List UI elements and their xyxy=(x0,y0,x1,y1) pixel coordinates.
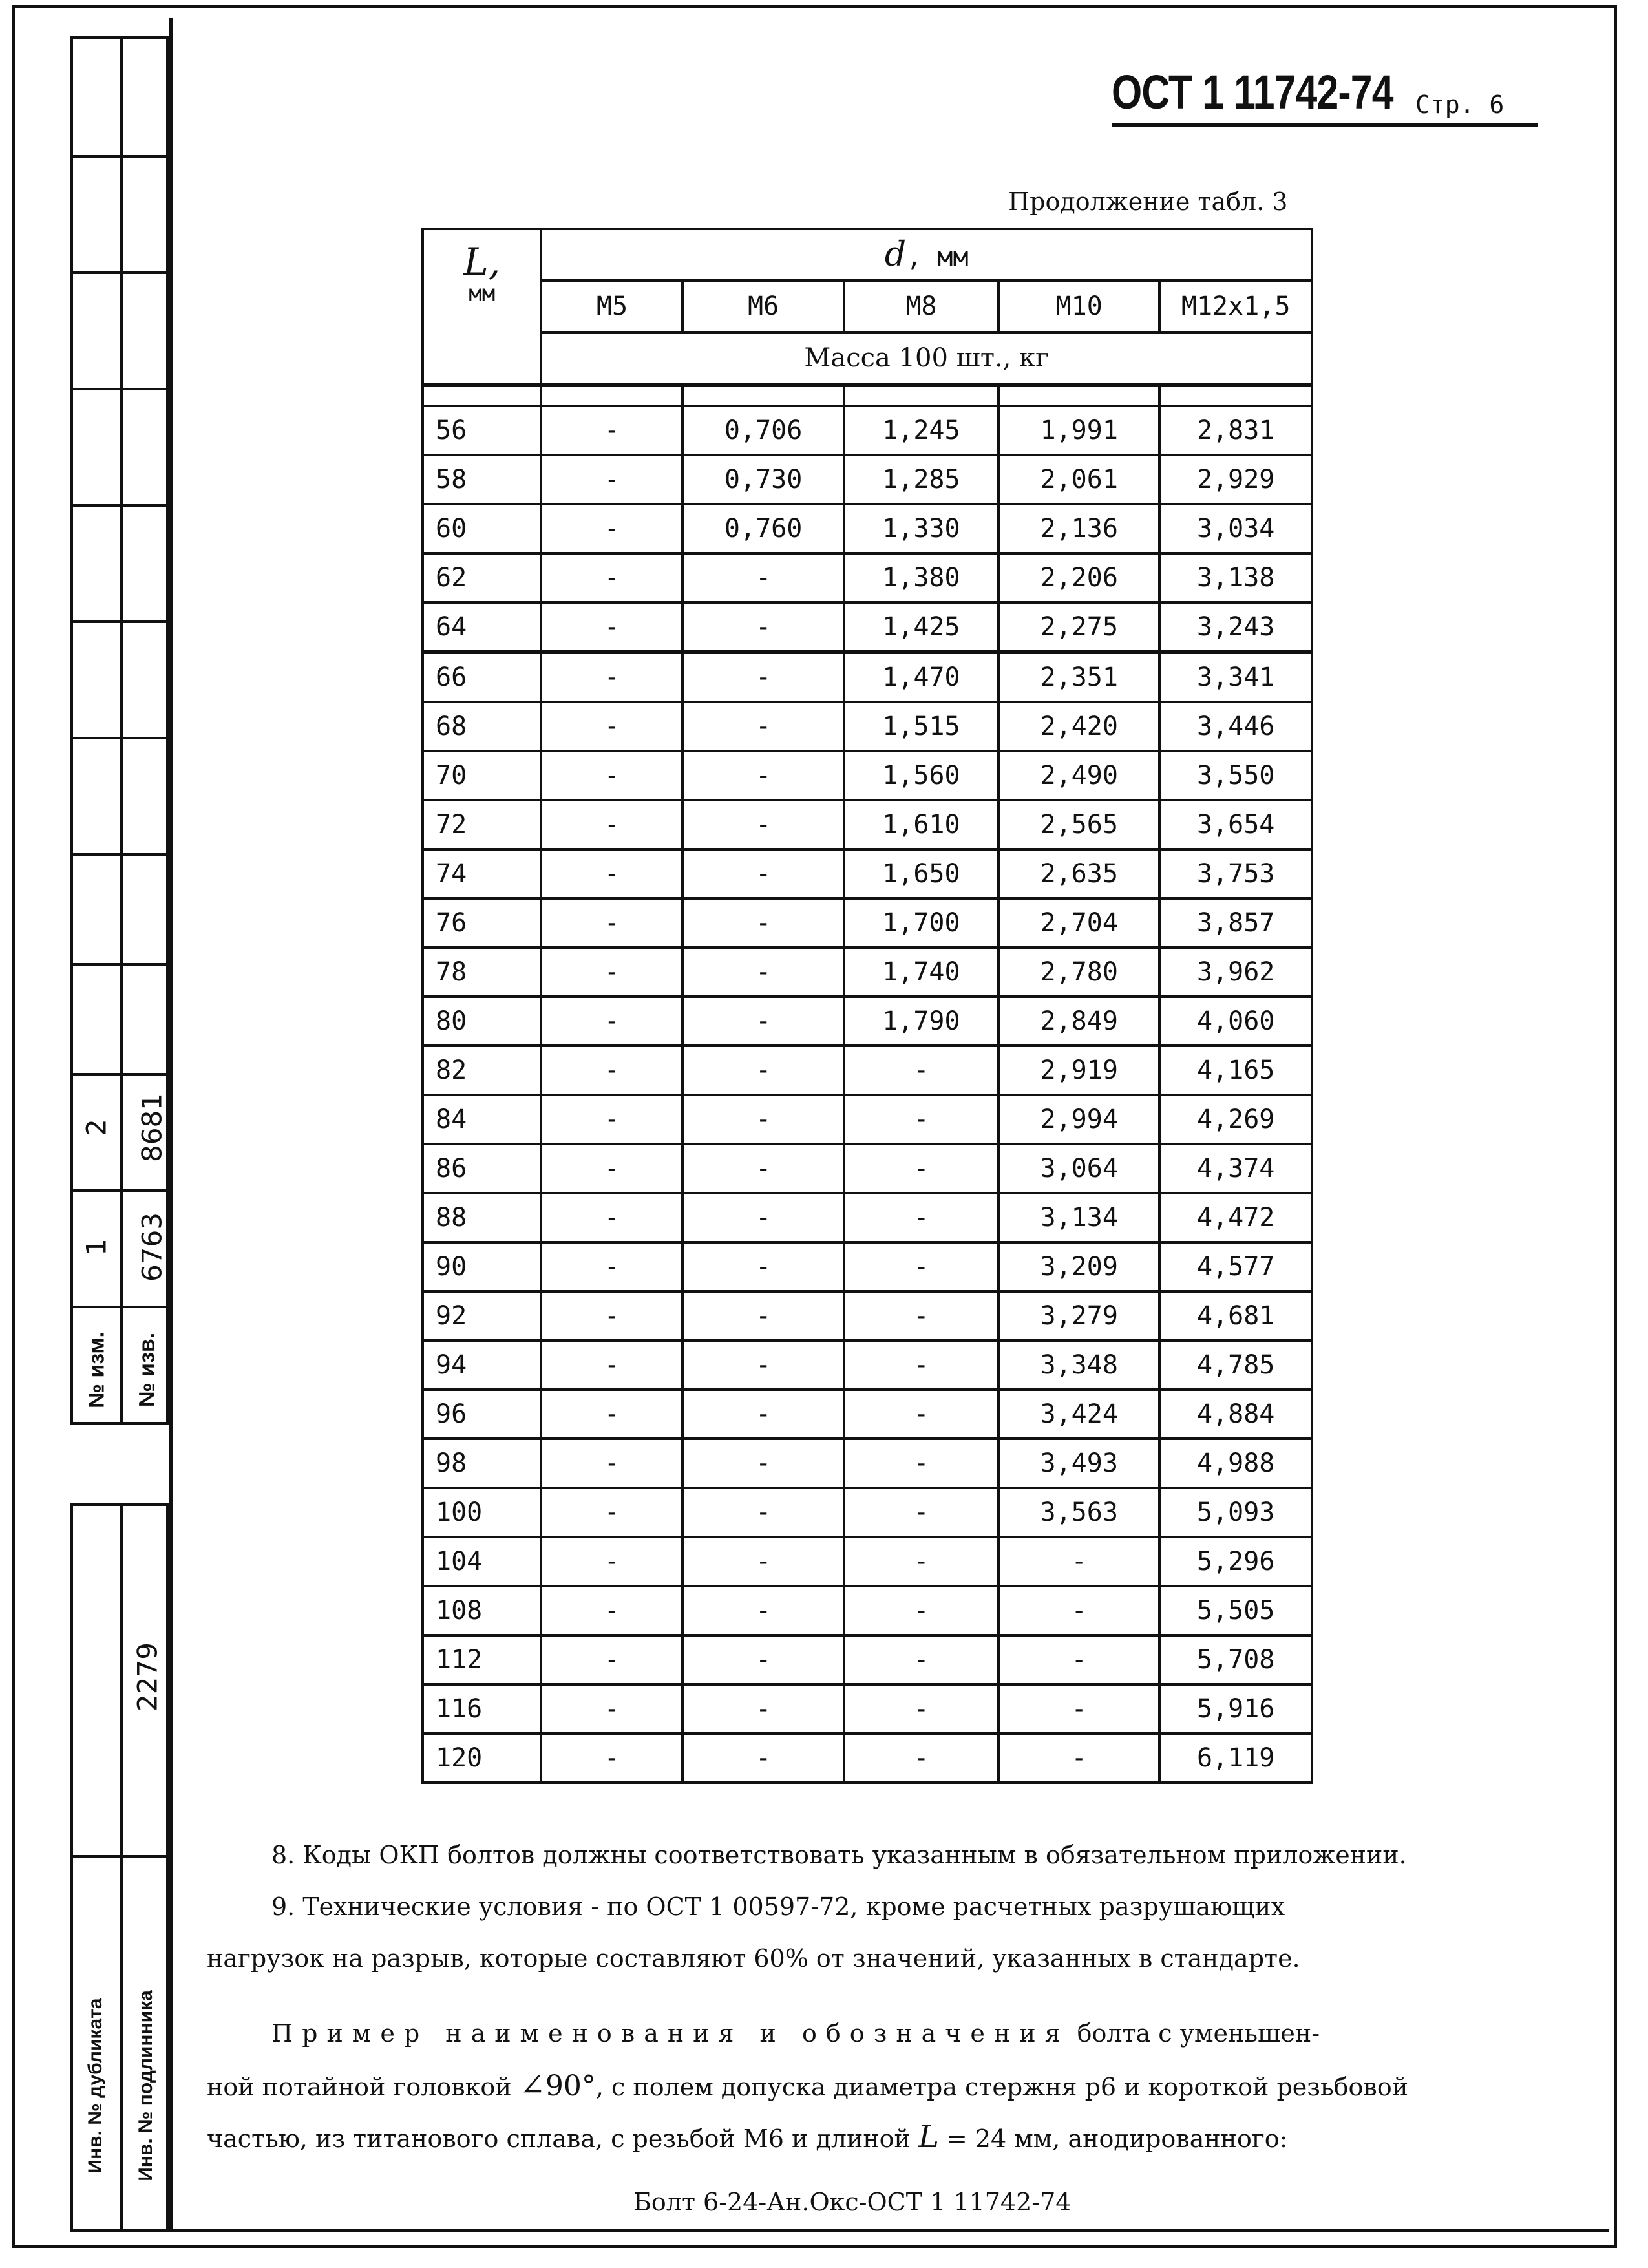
table-row xyxy=(423,800,1312,849)
mass-cell: 3,348 xyxy=(998,1341,1159,1390)
length-cell: 116 xyxy=(423,1684,541,1733)
length-cell: 92 xyxy=(423,1291,541,1341)
mass-cell: 5,093 xyxy=(1159,1488,1312,1537)
mass-label: Масса 100 шт., кг xyxy=(541,332,1312,385)
col-m12: M12x1,5 xyxy=(1159,281,1312,332)
length-cell: 64 xyxy=(423,602,541,652)
mass-cell: - xyxy=(844,1341,998,1390)
example-line2 xyxy=(207,2059,1558,2113)
length-cell: 60 xyxy=(423,504,541,553)
mass-cell: 5,505 xyxy=(1159,1586,1312,1635)
orig-inv-value: 2279 xyxy=(131,1642,164,1712)
length-cell: 74 xyxy=(423,849,541,898)
length-cell: 68 xyxy=(423,702,541,751)
col-m5: M5 xyxy=(541,281,682,332)
mass-cell: - xyxy=(844,1390,998,1439)
mass-cell: - xyxy=(541,1684,682,1733)
mass-cell: 3,341 xyxy=(1159,652,1312,702)
table-row xyxy=(423,1439,1312,1488)
table-row xyxy=(423,702,1312,751)
mass-cell: 1,515 xyxy=(844,702,998,751)
length-cell: 98 xyxy=(423,1439,541,1488)
angle-symbol: ∠ xyxy=(519,2067,545,2103)
mass-cell: - xyxy=(541,406,682,455)
table-row xyxy=(423,997,1312,1046)
table-row xyxy=(423,1488,1312,1537)
angle-value: 90° xyxy=(545,2070,596,2103)
mass-cell: - xyxy=(541,1390,682,1439)
mass-cell: 2,994 xyxy=(998,1095,1159,1144)
mass-cell: - xyxy=(682,1537,843,1586)
mass-cell: 2,490 xyxy=(998,751,1159,800)
mass-cell: 2,780 xyxy=(998,948,1159,997)
example-line3-a: частью, из титанового сплава, с резьбой М6 и длиной xyxy=(207,2125,918,2153)
mass-cell: - xyxy=(682,1341,843,1390)
mass-cell: - xyxy=(541,1095,682,1144)
table-caption: Продолжение табл. 3 xyxy=(1008,187,1288,216)
mass-cell: - xyxy=(998,1537,1159,1586)
mass-cell: - xyxy=(682,898,843,948)
mass-cell: - xyxy=(682,751,843,800)
mass-cell: - xyxy=(844,1144,998,1193)
notice-no-label: № изв. xyxy=(134,1332,160,1408)
mass-cell: 2,831 xyxy=(1159,406,1312,455)
mass-cell: - xyxy=(541,504,682,553)
mass-cell: 1,991 xyxy=(998,406,1159,455)
dup-inv-label: Инв. № дубликата xyxy=(85,1998,106,2174)
mass-cell: 2,849 xyxy=(998,997,1159,1046)
mass-cell: 2,351 xyxy=(998,652,1159,702)
length-cell: 94 xyxy=(423,1341,541,1390)
mass-cell: 3,424 xyxy=(998,1390,1159,1439)
mass-cell: - xyxy=(998,1635,1159,1684)
mass-cell: - xyxy=(844,1684,998,1733)
mass-cell: - xyxy=(682,1586,843,1635)
example-heading: Пример наименования и обозначения xyxy=(271,2019,1070,2048)
diameter-symbol: d xyxy=(884,235,907,274)
mass-cell: 1,425 xyxy=(844,602,998,652)
mass-cell: 0,706 xyxy=(682,406,843,455)
mass-cell: - xyxy=(682,1046,843,1095)
length-cell: 90 xyxy=(423,1242,541,1291)
table-row xyxy=(423,1684,1312,1733)
mass-cell: 1,790 xyxy=(844,997,998,1046)
length-cell: 58 xyxy=(423,455,541,504)
example-line2-a: ной потайной головкой xyxy=(207,2073,520,2101)
mass-cell: 2,275 xyxy=(998,602,1159,652)
length-cell: 78 xyxy=(423,948,541,997)
length-cell: 56 xyxy=(423,406,541,455)
mass-cell: - xyxy=(844,1439,998,1488)
mass-cell: - xyxy=(541,800,682,849)
mass-cell: - xyxy=(682,1635,843,1684)
mass-cell: 3,857 xyxy=(1159,898,1312,948)
mass-cell: 2,420 xyxy=(998,702,1159,751)
mass-cell: - xyxy=(682,1488,843,1537)
mass-cell: - xyxy=(541,1488,682,1537)
mass-cell: 2,919 xyxy=(998,1046,1159,1095)
mass-cell: 3,563 xyxy=(998,1488,1159,1537)
example-line1 xyxy=(207,2008,1558,2059)
mass-cell: - xyxy=(541,602,682,652)
mass-cell: - xyxy=(682,1390,843,1439)
mass-cell: - xyxy=(541,1439,682,1488)
mass-cell: - xyxy=(541,1144,682,1193)
mass-cell: 1,650 xyxy=(844,849,998,898)
diameter-header xyxy=(541,229,1312,281)
table-row xyxy=(423,1242,1312,1291)
length-cell: 70 xyxy=(423,751,541,800)
document-code-header xyxy=(1112,65,1538,127)
mass-cell: 3,654 xyxy=(1159,800,1312,849)
col-m10: M10 xyxy=(998,281,1159,332)
change-1: 1 xyxy=(80,1238,112,1256)
mass-table xyxy=(421,228,1313,1784)
mass-cell: 2,565 xyxy=(998,800,1159,849)
mass-cell: - xyxy=(682,849,843,898)
mass-cell: 2,061 xyxy=(998,455,1159,504)
mass-cell: - xyxy=(541,652,682,702)
mass-cell: - xyxy=(682,1193,843,1242)
length-cell: 84 xyxy=(423,1095,541,1144)
mass-cell: 1,285 xyxy=(844,455,998,504)
mass-cell: - xyxy=(682,602,843,652)
length-cell: 112 xyxy=(423,1635,541,1684)
diameter-unit: , мм xyxy=(906,242,969,272)
mass-cell: - xyxy=(541,997,682,1046)
mass-cell: - xyxy=(844,1291,998,1341)
mass-cell: 1,470 xyxy=(844,652,998,702)
length-symbol: L, xyxy=(463,240,501,284)
note-9-line1: 9. Технические условия - по ОСТ 1 00597-72, кроме расчетных разрушающих xyxy=(271,1892,1285,1921)
mass-cell: - xyxy=(541,849,682,898)
length-cell: 108 xyxy=(423,1586,541,1635)
mass-cell: - xyxy=(844,1586,998,1635)
table-row xyxy=(423,1291,1312,1341)
mass-cell: 5,708 xyxy=(1159,1635,1312,1684)
mass-cell: - xyxy=(844,1193,998,1242)
mass-cell: - xyxy=(682,1095,843,1144)
mass-cell: 4,785 xyxy=(1159,1341,1312,1390)
mass-cell: - xyxy=(541,1635,682,1684)
mass-cell: - xyxy=(998,1733,1159,1783)
mass-cell: 4,374 xyxy=(1159,1144,1312,1193)
mass-cell: - xyxy=(541,1341,682,1390)
mass-cell: 2,206 xyxy=(998,553,1159,602)
mass-cell: 3,550 xyxy=(1159,751,1312,800)
length-cell: 96 xyxy=(423,1390,541,1439)
mass-cell: - xyxy=(682,1439,843,1488)
length-cell: 72 xyxy=(423,800,541,849)
mass-cell: 1,245 xyxy=(844,406,998,455)
length-cell: 76 xyxy=(423,898,541,948)
mass-cell: 1,700 xyxy=(844,898,998,948)
mass-cell: 1,610 xyxy=(844,800,998,849)
table-row xyxy=(423,1635,1312,1684)
length-cell: 82 xyxy=(423,1046,541,1095)
table-row xyxy=(423,849,1312,898)
length-symbol-inline: L xyxy=(918,2119,939,2155)
mass-cell: - xyxy=(844,1242,998,1291)
mass-cell: - xyxy=(844,1537,998,1586)
mass-cell: - xyxy=(541,1586,682,1635)
mass-cell: - xyxy=(844,1046,998,1095)
mass-cell: 4,060 xyxy=(1159,997,1312,1046)
mass-cell: - xyxy=(541,702,682,751)
length-cell: 66 xyxy=(423,652,541,702)
note-8: 8. Коды ОКП болтов должны соответствовать указанным в обязательном приложении. xyxy=(271,1841,1407,1869)
mass-cell: 1,330 xyxy=(844,504,998,553)
mass-cell: 3,493 xyxy=(998,1439,1159,1488)
mass-cell: 3,753 xyxy=(1159,849,1312,898)
mass-cell: - xyxy=(682,1144,843,1193)
mass-cell: - xyxy=(541,553,682,602)
mass-cell: - xyxy=(541,1193,682,1242)
orig-inv-label: Инв. № подлинника xyxy=(135,1990,156,2181)
table-row xyxy=(423,553,1312,602)
mass-cell: 2,136 xyxy=(998,504,1159,553)
table-row xyxy=(423,602,1312,652)
mass-cell: 3,446 xyxy=(1159,702,1312,751)
mass-cell: - xyxy=(682,1733,843,1783)
example-line1-rest: болта с уменьшен- xyxy=(1069,2019,1320,2048)
mass-cell: - xyxy=(682,1242,843,1291)
mass-cell: - xyxy=(541,751,682,800)
mass-cell: - xyxy=(541,1242,682,1291)
mass-cell: - xyxy=(682,948,843,997)
mass-cell: - xyxy=(682,1684,843,1733)
length-cell: 104 xyxy=(423,1537,541,1586)
mass-cell: - xyxy=(682,800,843,849)
mass-cell: - xyxy=(541,1046,682,1095)
table-row xyxy=(423,751,1312,800)
table-row xyxy=(423,652,1312,702)
mass-cell: - xyxy=(541,1291,682,1341)
length-unit: мм xyxy=(469,281,496,306)
length-cell: 86 xyxy=(423,1144,541,1193)
table-row xyxy=(423,1341,1312,1390)
mass-cell: - xyxy=(541,948,682,997)
mass-cell: - xyxy=(844,1488,998,1537)
page-number: Стр. 6 xyxy=(1415,90,1505,119)
table-row xyxy=(423,1193,1312,1242)
table-row xyxy=(423,1390,1312,1439)
table-row xyxy=(423,1046,1312,1095)
mass-cell: 4,884 xyxy=(1159,1390,1312,1439)
mass-cell: - xyxy=(682,1291,843,1341)
notes-section xyxy=(207,1829,1558,2228)
table-row xyxy=(423,1144,1312,1193)
mass-cell: - xyxy=(541,898,682,948)
mass-cell: - xyxy=(998,1684,1159,1733)
mass-cell: - xyxy=(844,1733,998,1783)
mass-cell: 4,165 xyxy=(1159,1046,1312,1095)
example-line3-b: = 24 мм, анодированного: xyxy=(938,2125,1288,2153)
notice-1: 6763 xyxy=(136,1213,168,1282)
change-2: 2 xyxy=(80,1119,112,1136)
table-row xyxy=(423,1537,1312,1586)
mass-cell: 3,209 xyxy=(998,1242,1159,1291)
length-cell: 100 xyxy=(423,1488,541,1537)
mass-cell: 3,279 xyxy=(998,1291,1159,1341)
mass-cell: 5,296 xyxy=(1159,1537,1312,1586)
mass-cell: - xyxy=(844,1635,998,1684)
mass-cell: 3,138 xyxy=(1159,553,1312,602)
col-m8: M8 xyxy=(844,281,998,332)
mass-cell: 3,243 xyxy=(1159,602,1312,652)
mass-cell: 1,740 xyxy=(844,948,998,997)
mass-cell: 2,635 xyxy=(998,849,1159,898)
mass-cell: - xyxy=(844,1095,998,1144)
col-m6: M6 xyxy=(682,281,843,332)
mass-cell: - xyxy=(998,1586,1159,1635)
document-code: ОСТ 1 11742-74 xyxy=(1112,65,1393,119)
mass-cell: 3,064 xyxy=(998,1144,1159,1193)
mass-cell: 1,380 xyxy=(844,553,998,602)
change-no-label: № изм. xyxy=(84,1331,109,1408)
table-row xyxy=(423,948,1312,997)
length-header xyxy=(423,229,541,385)
mass-cell: 2,704 xyxy=(998,898,1159,948)
length-cell: 80 xyxy=(423,997,541,1046)
table-row xyxy=(423,898,1312,948)
mass-cell: - xyxy=(682,553,843,602)
mass-cell: 3,034 xyxy=(1159,504,1312,553)
example-line2-b: , с полем допуска диаметра стержня р6 и короткой резьбовой xyxy=(595,2073,1409,2101)
mass-cell: 4,577 xyxy=(1159,1242,1312,1291)
mass-cell: 0,730 xyxy=(682,455,843,504)
mass-cell: 1,560 xyxy=(844,751,998,800)
table-row xyxy=(423,455,1312,504)
mass-cell: 6,119 xyxy=(1159,1733,1312,1783)
note-9-line2: нагрузок на разрыв, которые составляют 60% от значений, указанных в стандарте. xyxy=(207,1944,1300,1973)
table-row xyxy=(423,406,1312,455)
mass-cell: 5,916 xyxy=(1159,1684,1312,1733)
table-row xyxy=(423,1095,1312,1144)
mass-cell: 3,962 xyxy=(1159,948,1312,997)
notice-2: 8681 xyxy=(136,1093,168,1162)
table-row xyxy=(423,504,1312,553)
revision-stamp xyxy=(70,36,169,1425)
mass-cell: - xyxy=(541,1733,682,1783)
length-cell: 120 xyxy=(423,1733,541,1783)
mass-cell: 4,988 xyxy=(1159,1439,1312,1488)
mass-cell: - xyxy=(541,455,682,504)
table-row xyxy=(423,1733,1312,1783)
example-line3 xyxy=(207,2113,1558,2165)
table-row xyxy=(423,1586,1312,1635)
mass-cell: - xyxy=(541,1537,682,1586)
mass-cell: 4,472 xyxy=(1159,1193,1312,1242)
mass-cell: 4,269 xyxy=(1159,1095,1312,1144)
inventory-stamp xyxy=(70,1503,169,2232)
length-cell: 88 xyxy=(423,1193,541,1242)
mass-cell: - xyxy=(682,652,843,702)
length-cell: 62 xyxy=(423,553,541,602)
mass-cell: 2,929 xyxy=(1159,455,1312,504)
mass-cell: - xyxy=(682,997,843,1046)
mass-cell: - xyxy=(682,702,843,751)
example-designation: Болт 6-24-Ан.Окс-ОСТ 1 11742-74 xyxy=(633,2188,1072,2216)
mass-cell: 0,760 xyxy=(682,504,843,553)
mass-cell: 4,681 xyxy=(1159,1291,1312,1341)
mass-cell: 3,134 xyxy=(998,1193,1159,1242)
